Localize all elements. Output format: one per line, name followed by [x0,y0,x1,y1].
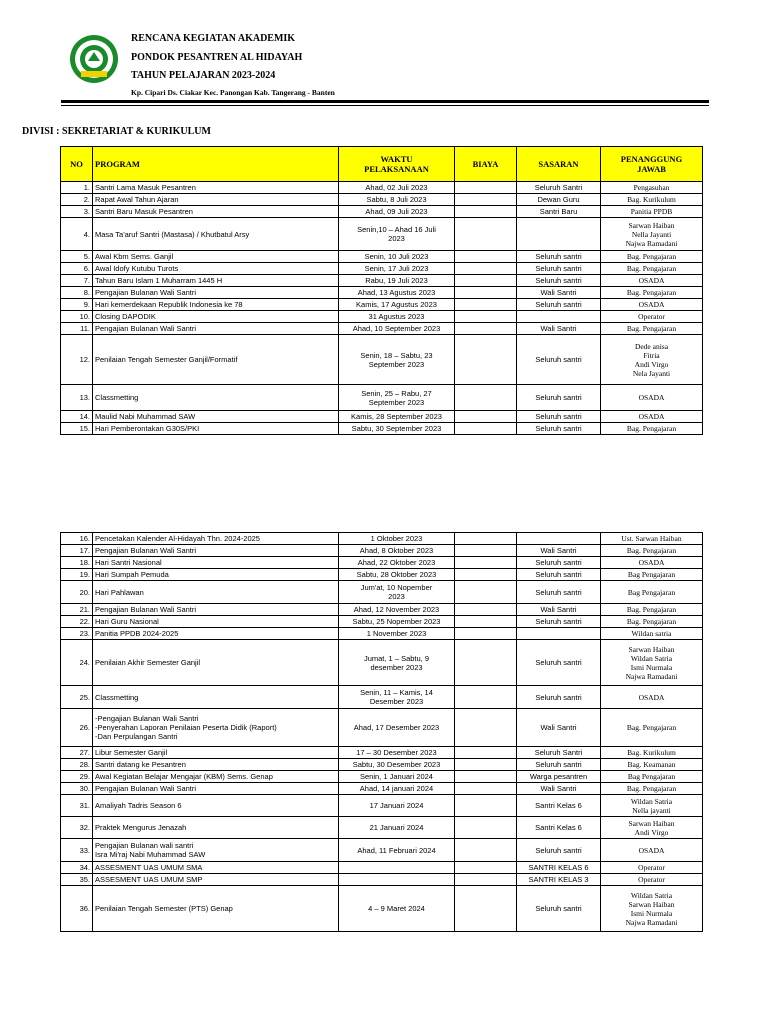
cell-sasaran: Seluruh santri [517,557,601,569]
cell-waktu: 17 – 30 Desember 2023 [339,747,455,759]
cell-waktu: Senin, 18 – Sabtu, 23 September 2023 [339,335,455,385]
cell-program: Classmetting [93,385,339,411]
cell-pj: Operator [601,311,703,323]
cell-biaya [455,839,517,862]
col-pj: PENANGGUNG JAWAB [601,147,703,182]
cell-program: Pengajian Bulanan Wali Santri [93,323,339,335]
cell-program: Libur Semester Ganjil [93,747,339,759]
table-row [61,299,703,311]
cell-waktu: Rabu, 19 Juli 2023 [339,275,455,287]
cell-program: Penilaian Tengah Semester (PTS) Genap [93,886,339,932]
cell-waktu: Ahad, 22 Oktober 2023 [339,557,455,569]
cell-sasaran: Santri Baru [517,206,601,218]
cell-program: ASSESMENT UAS UMUM SMA [93,862,339,874]
cell-waktu: Sabtu, 8 Juli 2023 [339,194,455,206]
cell-program: Pengajian Bulanan Wali Santri [93,545,339,557]
cell-pj: Wildan Satria Sarwan Haiban Ismi Nurmala Najwa Ramadani [601,886,703,932]
cell-no: 36. [61,886,93,932]
cell-pj: Pengasuhan [601,182,703,194]
cell-no: 13. [61,385,93,411]
cell-sasaran [517,628,601,640]
cell-pj: Operator [601,862,703,874]
cell-sasaran: Seluruh santri [517,411,601,423]
cell-biaya [455,287,517,299]
cell-program: Pengajian Bulanan Wali Santri [93,783,339,795]
table-row [61,533,703,545]
cell-sasaran: Seluruh santri [517,569,601,581]
cell-pj: Bag. Pengajaran [601,251,703,263]
table-row [61,263,703,275]
cell-biaya [455,218,517,251]
header-line3: TAHUN PELAJARAN 2023-2024 [131,70,276,81]
table-row [61,862,703,874]
cell-sasaran: Seluruh santri [517,839,601,862]
header-line1: RENCANA KEGIATAN AKADEMIK [131,33,296,44]
cell-no: 22. [61,616,93,628]
table-row [61,545,703,557]
schedule-table-1 [60,146,703,435]
table-row [61,323,703,335]
cell-sasaran: Seluruh santri [517,759,601,771]
cell-sasaran: Wali Santri [517,287,601,299]
cell-sasaran: Seluruh Santri [517,182,601,194]
cell-waktu: 31 Agustus 2023 [339,311,455,323]
table-row [61,604,703,616]
cell-sasaran: Seluruh santri [517,616,601,628]
cell-program: Rapat Awal Tahun Ajaran [93,194,339,206]
cell-biaya [455,709,517,747]
cell-sasaran: Seluruh santri [517,251,601,263]
cell-biaya [455,251,517,263]
cell-program: Hari Sumpah Pemuda [93,569,339,581]
cell-biaya [455,311,517,323]
cell-waktu: Ahad, 02 Juli 2023 [339,182,455,194]
cell-no: 7. [61,275,93,287]
cell-waktu: Ahad, 12 November 2023 [339,604,455,616]
schedule-table-2 [60,532,703,932]
col-program: PROGRAM [93,147,339,182]
cell-no: 3. [61,206,93,218]
cell-pj: OSADA [601,385,703,411]
cell-pj: OSADA [601,299,703,311]
cell-waktu: Sabtu, 30 Desember 2023 [339,759,455,771]
cell-no: 1. [61,182,93,194]
cell-biaya [455,323,517,335]
cell-sasaran: Wali Santri [517,604,601,616]
table-row [61,759,703,771]
cell-sasaran: Wali Santri [517,709,601,747]
cell-no: 23. [61,628,93,640]
cell-program: ASSESMENT UAS UMUM SMP [93,874,339,886]
cell-no: 28. [61,759,93,771]
cell-pj: Sarwan Haiban Nella Jayanti Najwa Ramadani [601,218,703,251]
table-row [61,275,703,287]
cell-waktu: 4 – 9 Maret 2024 [339,886,455,932]
cell-program: Hari kemerdekaan Republik Indonesia ke 78 [93,299,339,311]
cell-program: Tahun Baru Islam 1 Muharram 1445 H [93,275,339,287]
cell-sasaran: Wali Santri [517,783,601,795]
cell-program: Pengajian Bulanan wali santri Isra Mi'raj Nabi Muhammad SAW [93,839,339,862]
table-row [61,557,703,569]
cell-waktu: 1 Oktober 2023 [339,533,455,545]
cell-pj: Wildan satria [601,628,703,640]
cell-biaya [455,604,517,616]
cell-no: 29. [61,771,93,783]
cell-pj: Bag. Pengajaran [601,323,703,335]
cell-no: 25. [61,686,93,709]
cell-biaya [455,569,517,581]
header-rule-thick [61,100,709,103]
col-no: NO [61,147,93,182]
cell-biaya [455,874,517,886]
cell-program: Maulid Nabi Muhammad SAW [93,411,339,423]
cell-no: 33. [61,839,93,862]
cell-waktu: 17 Januari 2024 [339,795,455,817]
cell-biaya [455,759,517,771]
cell-sasaran: Seluruh santri [517,686,601,709]
cell-program: -Pengajian Bulanan Wali Santri -Penyerahan Laporan Penilaian Peserta Didik (Raport) -Dan Perpulangan Santri [93,709,339,747]
cell-pj: OSADA [601,686,703,709]
cell-sasaran: SANTRI KELAS 6 [517,862,601,874]
cell-program: Panitia PPDB 2024-2025 [93,628,339,640]
cell-pj: Bag Pengajaran [601,771,703,783]
cell-pj: Bag Pengajaran [601,581,703,604]
cell-biaya [455,557,517,569]
cell-biaya [455,628,517,640]
table-row [61,251,703,263]
cell-program: Hari Guru Nasional [93,616,339,628]
cell-sasaran: Seluruh Santri [517,747,601,759]
cell-pj: Bag. Pengajaran [601,545,703,557]
cell-no: 20. [61,581,93,604]
cell-no: 19. [61,569,93,581]
cell-sasaran: Warga pesantren [517,771,601,783]
cell-waktu: Ahad, 11 Februari 2024 [339,839,455,862]
cell-pj: Bag. Pengajaran [601,423,703,435]
cell-sasaran: Dewan Guru [517,194,601,206]
cell-no: 8. [61,287,93,299]
cell-waktu [339,862,455,874]
cell-waktu: Senin, 25 – Rabu, 27 September 2023 [339,385,455,411]
cell-sasaran: Seluruh santri [517,263,601,275]
cell-pj: OSADA [601,557,703,569]
cell-biaya [455,299,517,311]
table-row [61,411,703,423]
cell-biaya [455,263,517,275]
table-row [61,218,703,251]
cell-pj: OSADA [601,275,703,287]
cell-no: 9. [61,299,93,311]
cell-pj: Bag Pengajaran [601,569,703,581]
cell-pj: Bag. Pengajaran [601,604,703,616]
cell-waktu: Kamis, 17 Agustus 2023 [339,299,455,311]
table-row [61,817,703,839]
table-row [61,709,703,747]
cell-waktu: 21 Januari 2024 [339,817,455,839]
cell-program: Penilaian Akhir Semester Ganjil [93,640,339,686]
cell-pj: OSADA [601,411,703,423]
cell-no: 18. [61,557,93,569]
cell-program: Masa Ta'aruf Santri (Mastasa) / Khutbatul Arsy [93,218,339,251]
cell-sasaran: Wali Santri [517,545,601,557]
cell-biaya [455,817,517,839]
col-biaya: BIAYA [455,147,517,182]
cell-no: 14. [61,411,93,423]
cell-waktu: Sabtu, 25 Nopember 2023 [339,616,455,628]
cell-no: 30. [61,783,93,795]
cell-program: Awal Kbm Sems. Ganjil [93,251,339,263]
cell-waktu: Ahad, 14 januari 2024 [339,783,455,795]
cell-pj: Operator [601,874,703,886]
cell-sasaran [517,533,601,545]
table-row [61,182,703,194]
divisi-title: DIVISI : SEKRETARIAT & KURIKULUM [22,126,211,137]
cell-biaya [455,182,517,194]
cell-waktu: Senin, 10 Juli 2023 [339,251,455,263]
cell-no: 15. [61,423,93,435]
cell-biaya [455,747,517,759]
cell-pj: Bag. Kurikulum [601,747,703,759]
table-row [61,795,703,817]
cell-biaya [455,640,517,686]
cell-sasaran: Santri Kelas 6 [517,817,601,839]
cell-biaya [455,275,517,287]
cell-waktu: Senin, 11 – Kamis, 14 Desember 2023 [339,686,455,709]
cell-pj: Bag. Pengajaran [601,287,703,299]
cell-waktu: 1 November 2023 [339,628,455,640]
cell-waktu: Jumat, 1 – Sabtu, 9 desember 2023 [339,640,455,686]
cell-program: Santri datang ke Pesantren [93,759,339,771]
cell-sasaran [517,311,601,323]
cell-no: 2. [61,194,93,206]
cell-program: Penilaian Tengah Semester Ganjil/Formatif [93,335,339,385]
pesantren-logo [61,34,127,84]
cell-biaya [455,423,517,435]
cell-program: Hari Pemberontakan G30S/PKI [93,423,339,435]
cell-program: Pencetakan Kalender Al-Hidayah Thn. 2024-2025 [93,533,339,545]
cell-program: Praktek Mengurus Jenazah [93,817,339,839]
table-row [61,335,703,385]
cell-no: 6. [61,263,93,275]
cell-pj: Bag. Kurikulum [601,194,703,206]
cell-waktu: Ahad, 17 Desember 2023 [339,709,455,747]
cell-waktu [339,874,455,886]
cell-no: 16. [61,533,93,545]
cell-pj: Dede anisa Fitria Andi Virgo Nela Jayanti [601,335,703,385]
table-row [61,423,703,435]
cell-pj: Panitia PPDB [601,206,703,218]
header-line2: PONDOK PESANTREN AL HIDAYAH [131,52,303,63]
cell-no: 10. [61,311,93,323]
table-row [61,385,703,411]
cell-sasaran: Seluruh santri [517,886,601,932]
cell-no: 32. [61,817,93,839]
table-row [61,783,703,795]
table-row [61,886,703,932]
cell-no: 4. [61,218,93,251]
cell-waktu: Sabtu, 30 September 2023 [339,423,455,435]
cell-no: 24. [61,640,93,686]
cell-pj: Sarwan Haiban Wildan Satria Ismi Nurmala Najwa Ramadani [601,640,703,686]
cell-pj: Bag. Keamanan [601,759,703,771]
col-waktu: WAKTU PELAKSANAAN [339,147,455,182]
cell-sasaran: Seluruh santri [517,581,601,604]
cell-waktu: Senin, 1 Januari 2024 [339,771,455,783]
cell-program: Hari Santri Nasional [93,557,339,569]
cell-biaya [455,616,517,628]
cell-sasaran: Seluruh santri [517,275,601,287]
cell-program: Closing DAPODIK [93,311,339,323]
cell-no: 17. [61,545,93,557]
table-row [61,311,703,323]
cell-biaya [455,581,517,604]
cell-no: 12. [61,335,93,385]
cell-program: Amaliyah Tadris Season 6 [93,795,339,817]
cell-sasaran: Santri Kelas 6 [517,795,601,817]
cell-biaya [455,194,517,206]
table-row [61,287,703,299]
cell-program: Santri Baru Masuk Pesantren [93,206,339,218]
cell-program: Pengajian Bulanan Wali Santri [93,604,339,616]
table-row [61,771,703,783]
cell-waktu: Kamis, 28 September 2023 [339,411,455,423]
cell-program: Hari Pahlawan [93,581,339,604]
table-row [61,628,703,640]
cell-no: 21. [61,604,93,616]
cell-biaya [455,545,517,557]
cell-pj: Sarwan Haiban Andi Virgo [601,817,703,839]
table-row [61,686,703,709]
table-header-row [61,147,703,182]
cell-program: Santri Lama Masuk Pesantren [93,182,339,194]
cell-pj: Bag. Pengajaran [601,616,703,628]
cell-sasaran: Seluruh santri [517,423,601,435]
cell-waktu: Ahad, 09 Juli 2023 [339,206,455,218]
header-address: Kp. Cipari Ds. Ciakar Kec. Panongan Kab. Tangerang - Banten [131,88,335,97]
table-row [61,616,703,628]
cell-sasaran: SANTRI KELAS 3 [517,874,601,886]
cell-pj: Bag. Pengajaran [601,709,703,747]
cell-program: Pengajian Bulanan Wali Santri [93,287,339,299]
col-sasaran: SASARAN [517,147,601,182]
cell-waktu: Jum'at, 10 Nopember 2023 [339,581,455,604]
cell-no: 27. [61,747,93,759]
table-row [61,839,703,862]
table-row [61,569,703,581]
cell-no: 11. [61,323,93,335]
cell-pj: Bag. Pengajaran [601,783,703,795]
table-row [61,581,703,604]
cell-biaya [455,385,517,411]
cell-biaya [455,686,517,709]
cell-waktu: Senin,10 – Ahad 16 Juli 2023 [339,218,455,251]
cell-biaya [455,795,517,817]
cell-no: 26. [61,709,93,747]
cell-program: Awal Idofy Kutubu Turots [93,263,339,275]
table-row [61,640,703,686]
cell-sasaran: Seluruh santri [517,299,601,311]
cell-waktu: Ahad, 8 Oktober 2023 [339,545,455,557]
cell-waktu: Ahad, 10 September 2023 [339,323,455,335]
cell-biaya [455,783,517,795]
table-row [61,747,703,759]
cell-waktu: Sabtu, 28 Oktober 2023 [339,569,455,581]
cell-no: 35. [61,874,93,886]
table-row [61,206,703,218]
cell-biaya [455,335,517,385]
cell-pj: Ust. Sarwan Haiban [601,533,703,545]
cell-waktu: Ahad, 13 Agustus 2023 [339,287,455,299]
cell-sasaran: Seluruh santri [517,640,601,686]
cell-pj: Bag. Pengajaran [601,263,703,275]
header-rule-thin [61,105,709,106]
cell-no: 34. [61,862,93,874]
cell-sasaran: Wali Santri [517,323,601,335]
cell-biaya [455,886,517,932]
cell-sasaran [517,218,601,251]
table-row [61,194,703,206]
cell-biaya [455,862,517,874]
cell-biaya [455,411,517,423]
table-row [61,874,703,886]
cell-biaya [455,771,517,783]
cell-sasaran: Seluruh santri [517,335,601,385]
cell-no: 31. [61,795,93,817]
cell-pj: Wildan Satria Nella jayanti [601,795,703,817]
cell-no: 5. [61,251,93,263]
cell-program: Classmetting [93,686,339,709]
cell-pj: OSADA [601,839,703,862]
cell-program: Awal Kegiatan Belajar Mengajar (KBM) Sems. Genap [93,771,339,783]
cell-biaya [455,533,517,545]
cell-biaya [455,206,517,218]
cell-waktu: Senin, 17 Juli 2023 [339,263,455,275]
cell-sasaran: Seluruh santri [517,385,601,411]
